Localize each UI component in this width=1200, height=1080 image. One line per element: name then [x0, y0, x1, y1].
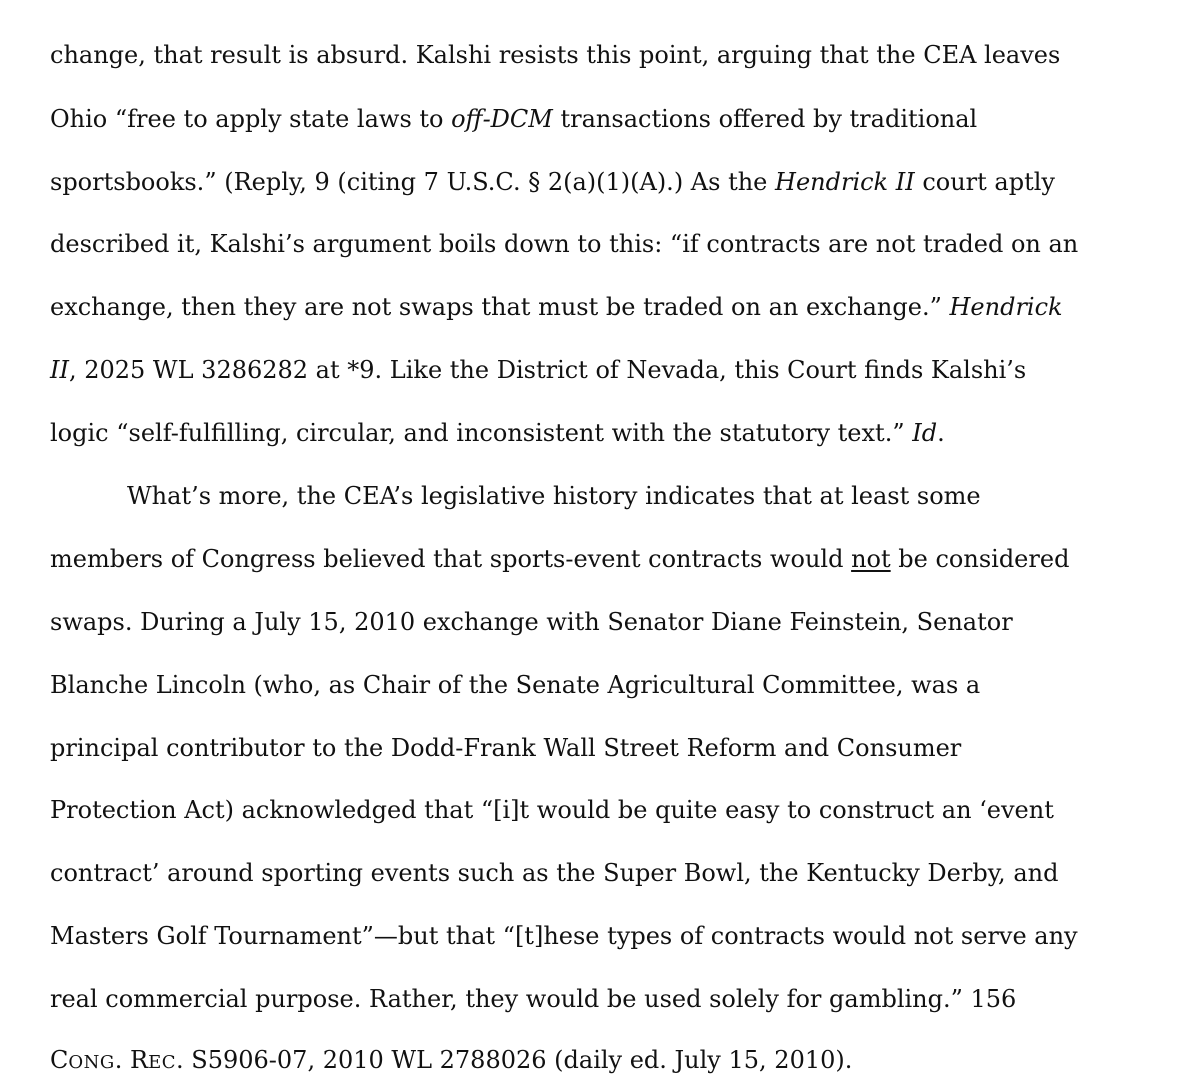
text-line: exchange, then they are not swaps that must be traded on an exchange.” Hendrick [50, 293, 1063, 321]
paragraph-start-line: What’s more, the CEA’s legislative history indicates that at least some [127, 482, 981, 510]
text-line: contract’ around sporting events such as the Super Bowl, the Kentucky Derby, and [50, 859, 1059, 887]
italic-term: off-DCM [451, 105, 553, 133]
text-line: Protection Act) acknowledged that “[i]t would be quite easy to construct an ‘event [50, 796, 1054, 824]
text-line: Blanche Lincoln (who, as Chair of the Senate Agricultural Committee, was a [50, 671, 981, 699]
case-name: Hendrick II [775, 168, 915, 196]
text-line: described it, Kalshi’s argument boils down to this: “if contracts are not traded on an [50, 230, 1079, 258]
id-citation: Id [912, 419, 938, 447]
text-line: members of Congress believed that sports-event contracts would not be considered [50, 545, 1070, 573]
text-line: principal contributor to the Dodd-Frank Wall Street Reform and Consumer [50, 734, 962, 762]
text-line: real commercial purpose. Rather, they would be used solely for gambling.” 156 [50, 985, 1017, 1013]
small-caps: EC [148, 1052, 177, 1073]
text-line: logic “self-fulfilling, circular, and inconsistent with the statutory text.” Id. [50, 419, 945, 447]
citation-line: CONG. REC. S5906-07, 2010 WL 2788026 (daily ed. July 15, 2010). [50, 1046, 853, 1074]
text-line: sportsbooks.” (Reply, 9 (citing 7 U.S.C. § 2(a)(1)(A).) As the Hendrick II court aptly [50, 168, 1055, 196]
text-line: II, 2025 WL 3286282 at *9. Like the District of Nevada, this Court finds Kalshi’s [50, 356, 1027, 384]
text-line: Ohio “free to apply state laws to off-DCM transactions offered by traditional [50, 105, 978, 133]
case-name: Hendrick [949, 293, 1063, 321]
text-line: change, that result is absurd. Kalshi resists this point, arguing that the CEA leaves [50, 41, 1061, 69]
underlined-emphasis: not [851, 545, 891, 573]
text-line: swaps. During a July 15, 2010 exchange with Senator Diane Feinstein, Senator [50, 608, 1013, 636]
text-line: Masters Golf Tournament”—but that “[t]hese types of contracts would not serve any [50, 922, 1078, 950]
small-caps: ONG [68, 1052, 115, 1073]
case-name: II [50, 356, 69, 384]
